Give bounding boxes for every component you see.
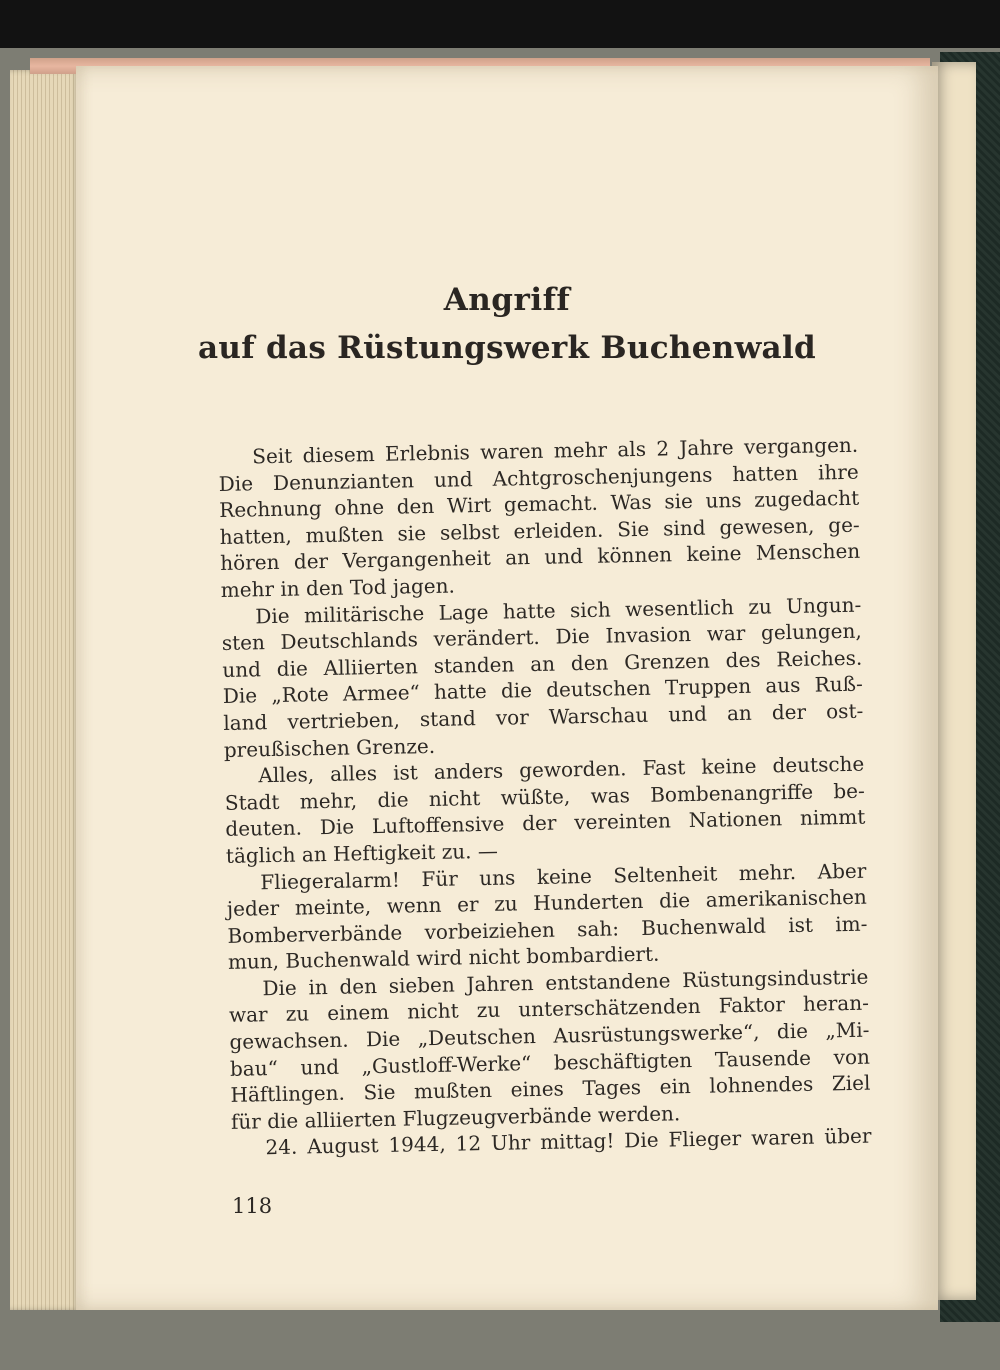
- text-line: für die alliierten Flugzeugverbände werden.: [230, 1101, 681, 1134]
- text-line: Rechnung ohne den Wirt gemacht. Was sie uns zugedacht: [219, 485, 860, 523]
- book-page: [76, 66, 938, 1310]
- text-line: jeder meinte, wenn er zu Hunderten die amerikanischen: [226, 884, 868, 922]
- text-line: sten Deutschlands verändert. Die Invasion war gelungen,: [221, 618, 862, 656]
- paragraph: [224, 751, 866, 870]
- chapter-title-line-1: Angriff: [443, 282, 571, 318]
- text-line: Die militärische Lage hatte sich wesentlich zu Ungun-: [255, 592, 862, 628]
- text-line: hatten, mußten sie selbst erleiden. Sie sind gewesen, ge-: [219, 512, 860, 549]
- text-line: Die Denunzianten und Achtgroschenjungens hatten ihre: [218, 459, 859, 496]
- text-line: bau“ und „Gustloff-Werke“ beschäftigten Tausende von: [229, 1044, 871, 1081]
- text-line: preußischen Grenze.: [223, 733, 436, 762]
- chapter-title-line-2: auf das Rüstungswerk Buchenwald: [198, 330, 816, 366]
- text-line: und die Alliierten standen an den Grenzen des Reiches.: [222, 645, 863, 682]
- page-stack-edge: [10, 70, 80, 1310]
- text-line: Bomberverbände vorbeiziehen sah: Buchenwald ist im-: [227, 911, 868, 948]
- text-line: gewachsen. Die „Deutschen Ausrüstungswerke“, die „Mi-: [229, 1017, 870, 1054]
- text-line: war zu einem nicht zu unterschätzenden Faktor heran-: [228, 991, 870, 1028]
- paragraph: [228, 963, 871, 1135]
- text-line: täglich an Heftigkeit zu. —: [225, 838, 499, 868]
- paragraph: [221, 591, 864, 763]
- chapter-title: [76, 276, 938, 372]
- text-line: hören der Vergangenheit an und können keine Menschen: [220, 539, 861, 576]
- text-line: mun, Buchenwald wird nicht bombardiert.: [227, 941, 660, 975]
- text-line: Fliegeralarm! Für uns keine Seltenheit mehr. Aber: [260, 858, 867, 894]
- body-text: [218, 432, 872, 1162]
- text-line: land vertrieben, stand vor Warschau und an der ost-: [223, 698, 864, 735]
- page-number: 118: [232, 1194, 273, 1218]
- text-line: Die in den sieben Jahren entstandene Rüstungsindustrie: [262, 964, 869, 1001]
- text-line: deuten. Die Luftoffensive der vereinten Nationen nimmt: [225, 804, 866, 842]
- text-line: Seit diesem Erlebnis waren mehr als 2 Jahre vergangen.: [252, 432, 859, 469]
- text-line: Stadt mehr, die nicht wüßte, was Bombenangriffe be-: [224, 778, 865, 815]
- text-line: 24. August 1944, 12 Uhr mittag! Die Flieger waren über: [265, 1124, 872, 1160]
- paragraph: [218, 432, 861, 604]
- text-line: Die „Rote Armee“ hatte die deutschen Truppen aus Ruß-: [222, 672, 863, 709]
- text-line: Alles, alles ist anders geworden. Fast keine deutsche: [258, 751, 865, 788]
- text-line: mehr in den Tod jagen.: [220, 573, 456, 602]
- paragraph: [226, 857, 868, 976]
- facing-page: [932, 62, 976, 1300]
- text-line: Häftlingen. Sie mußten eines Tages ein lohnendes Ziel: [230, 1070, 871, 1108]
